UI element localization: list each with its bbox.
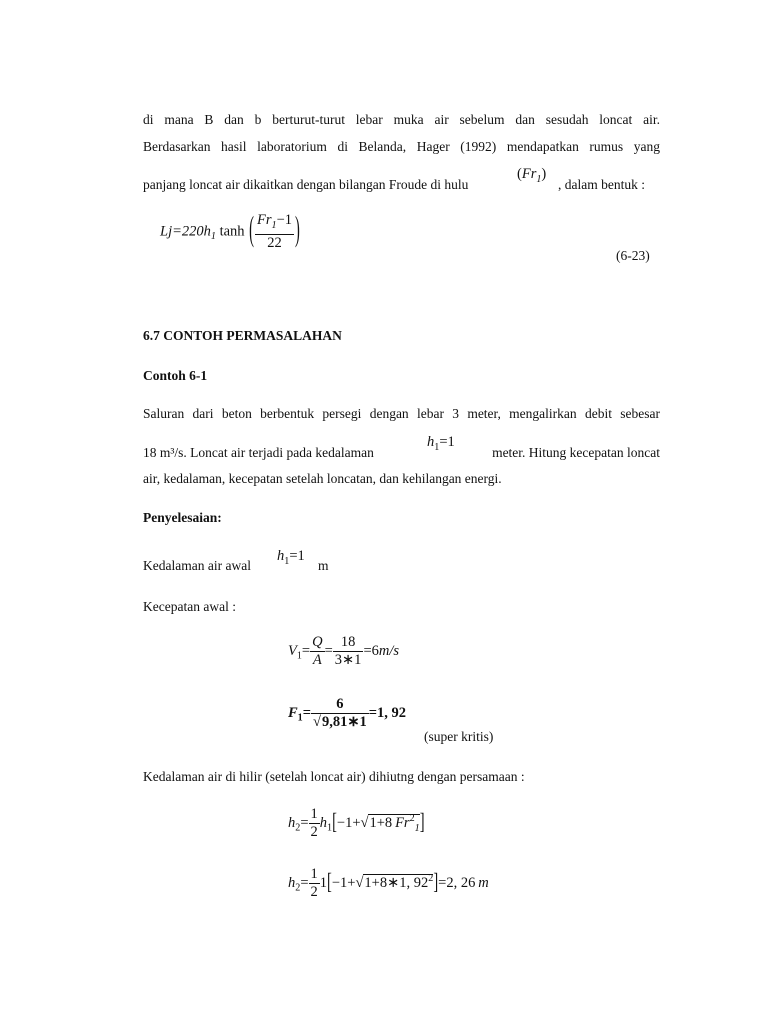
text-line-3a: panjang loncat air dikaitkan dengan bilangan Froude di hulu	[143, 177, 469, 192]
equation-h2-result: $h_2=$ $\frac{1}{2}$ 1[−1+√1+8∗1, $92^2]=2$, 26 m	[288, 866, 489, 900]
equation-number: (6-23)	[616, 248, 650, 263]
equation-v1: $V_1=$ $\frac{Q}{A}$ = $\frac{18}{3∗1}$ =6m/s	[288, 634, 400, 668]
initial-depth-unit: m	[318, 558, 329, 573]
example-line-2b: meter. Hitung kecepatan loncat	[492, 445, 660, 460]
equation-f1: $F_1=$ $\frac{6}{√9,81∗1}$ =1, 92	[288, 696, 407, 730]
froude-symbol: $(Fr_1)$	[517, 166, 547, 185]
example-line-2a: 18 m³/s. Loncat air terjadi pada kedalaman	[143, 445, 374, 460]
example-line-1: Saluran dari beton berbentuk persegi dengan lebar 3 meter, mengalirkan debit sebesar	[143, 406, 660, 421]
equation-lj: $Lj=220h_1$ tanh ( $\frac{Fr_1-1}{22}$ )	[160, 211, 300, 251]
downstream-depth-text: Kedalaman air di hilir (setelah loncat air) dihiutng dengan persamaan :	[143, 769, 525, 784]
section-heading: 6.7 CONTOH PERMASALAHAN	[143, 328, 342, 343]
h1-initial: $h_1=1$	[277, 548, 305, 567]
example-line-3: air, kedalaman, kecepatan setelah loncatan, dan kehilangan energi.	[143, 471, 502, 486]
equation-h2-formula: $h_2=$ $\frac{1}{2}$ $h_1[-1+√1+8$ $Fr^2_1$]	[288, 806, 425, 840]
text-line-2: Berdasarkan hasil laboratorium di Belanda, Hager (1992) mendapatkan rumus yang	[143, 139, 660, 154]
example-heading: Contoh 6-1	[143, 368, 208, 383]
initial-velocity-label: Kecepatan awal :	[143, 599, 236, 614]
text-line-3b: , dalam bentuk :	[558, 177, 645, 192]
h1-inline: $h_1=1$	[427, 434, 455, 453]
solution-heading: Penyelesaian:	[143, 510, 222, 525]
text-line-1: di mana B dan b berturut-turut lebar muka air sebelum dan sesudah loncat air.	[143, 112, 660, 127]
super-critical-note: (super kritis)	[424, 729, 494, 744]
initial-depth-label: Kedalaman air awal	[143, 558, 251, 573]
